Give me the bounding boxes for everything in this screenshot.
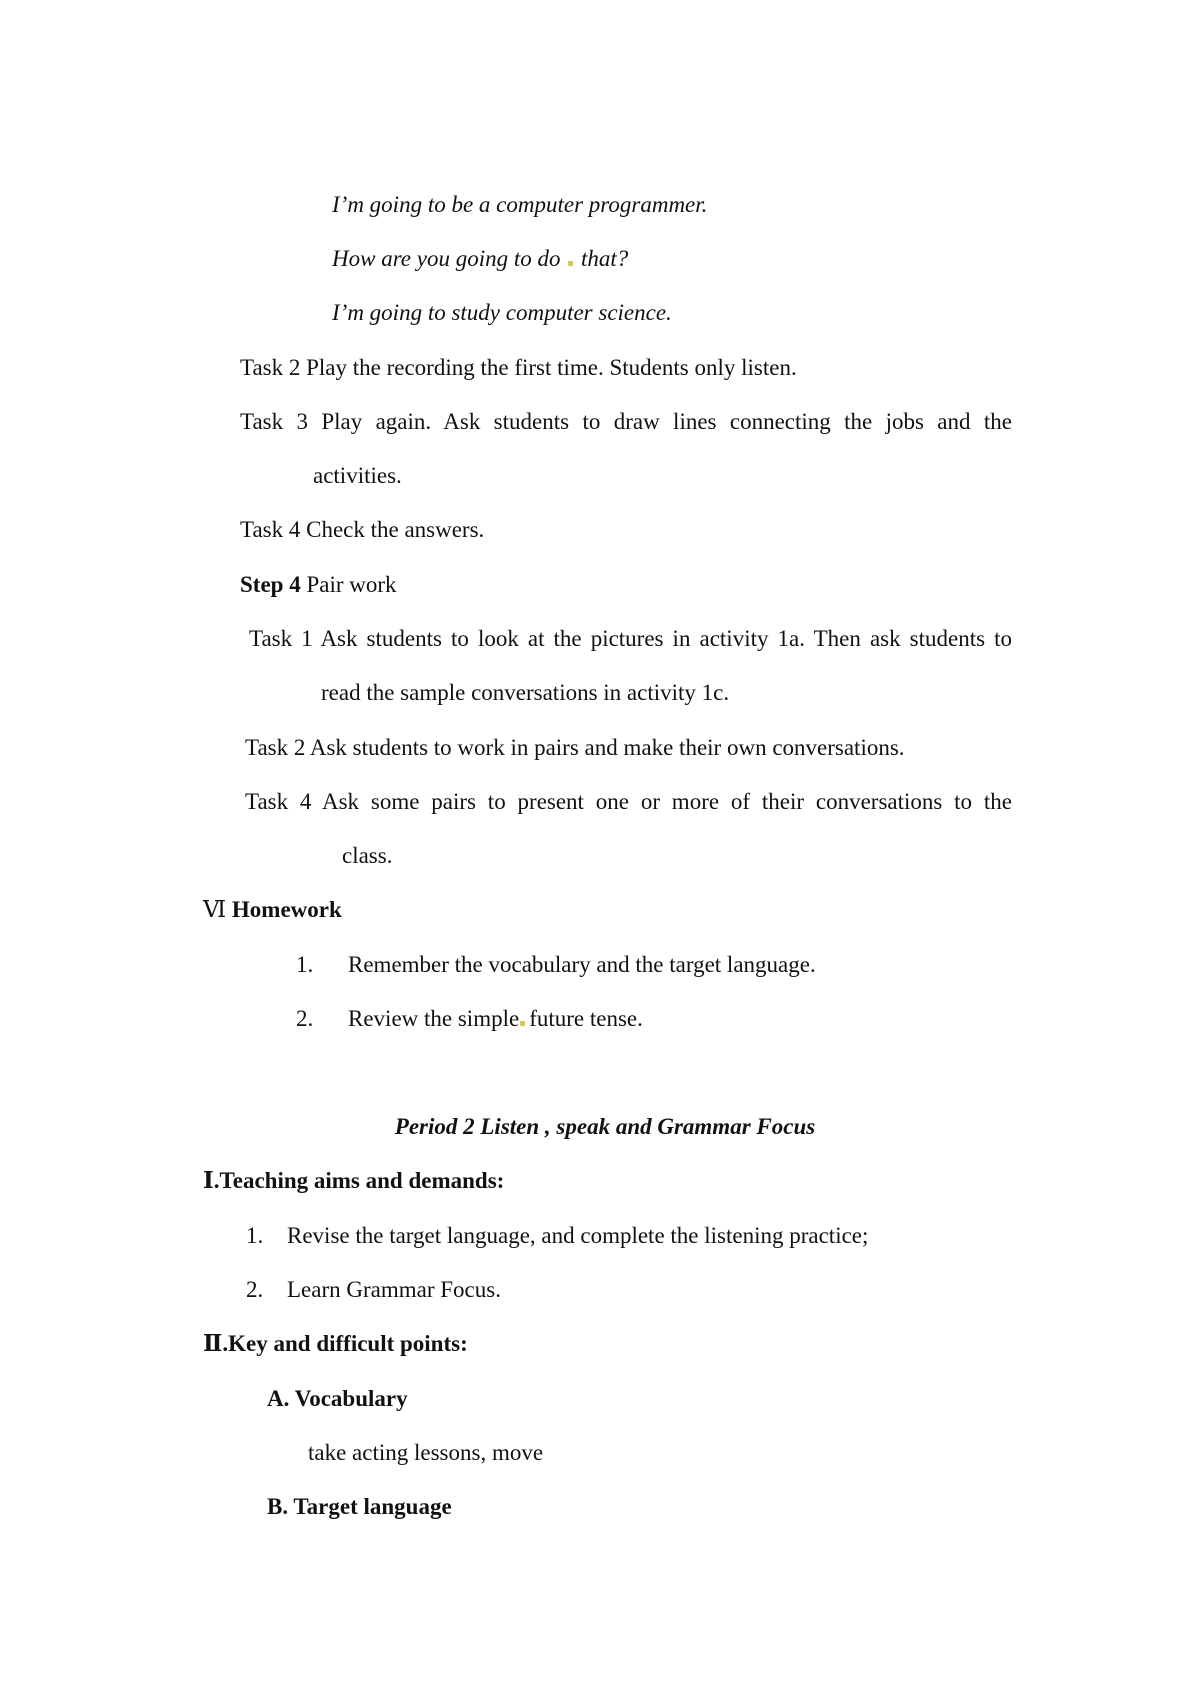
aims-item-1-text: Revise the target language, and complete the listening practice;	[287, 1223, 869, 1248]
homework-item-2-text-b: future tense.	[529, 1006, 643, 1031]
homework-item-2	[296, 1004, 643, 1034]
aims-item-2-text: Learn Grammar Focus.	[287, 1277, 501, 1302]
homework-item-1-number: 1.	[296, 952, 314, 977]
homework-item-1-text: Remember the vocabulary and the target language.	[348, 952, 816, 977]
homework-numeral: Ⅵ	[203, 897, 227, 922]
aims-item-1	[246, 1221, 868, 1251]
aims-item-1-number: 1.	[246, 1223, 264, 1248]
edit-mark-icon	[520, 1021, 525, 1026]
edit-mark-icon	[568, 261, 573, 266]
task-2-listen: Task 2 Play the recording the first time. Students only listen.	[240, 355, 797, 380]
homework-title: Homework	[231, 897, 342, 922]
homework-item-2-text-a: Review the simple	[348, 1006, 520, 1031]
homework-heading	[203, 895, 342, 925]
task-3-line-2: activities.	[313, 463, 402, 488]
step-4-task-4-line-2: class.	[342, 843, 393, 868]
step-4-label: Step 4	[240, 572, 301, 597]
step-4-task-4-line-1: Task 4 Ask some pairs to present one or more of their conversations to the	[245, 789, 1012, 814]
homework-item-2-number: 2.	[296, 1006, 314, 1031]
task-4-check: Task 4 Check the answers.	[240, 517, 485, 542]
homework-item-1	[296, 950, 816, 980]
vocabulary-heading: A. Vocabulary	[267, 1386, 408, 1411]
teaching-aims-heading: Ⅰ.Teaching aims and demands:	[203, 1168, 505, 1193]
dialogue-line-2-part-b: that?	[581, 246, 629, 271]
target-language-heading: B. Target language	[267, 1494, 452, 1519]
step-4-heading	[240, 570, 397, 600]
dialogue-line-1: I’m going to be a computer programmer.	[332, 192, 708, 217]
dialogue-line-2	[332, 244, 628, 274]
step-4-task-1-line-1: Task 1 Ask students to look at the pictures in activity 1a. Then ask students to	[249, 626, 1012, 651]
dialogue-line-3: I’m going to study computer science.	[332, 300, 672, 325]
step-4-title: Pair work	[300, 572, 397, 597]
aims-item-2	[246, 1275, 501, 1305]
step-4-task-2: Task 2 Ask students to work in pairs and make their own conversations.	[245, 735, 905, 760]
step-4-task-1-line-2: read the sample conversations in activity 1c.	[321, 680, 730, 705]
period-2-title: Period 2 Listen , speak and Grammar Focus	[394, 1114, 816, 1139]
aims-item-2-number: 2.	[246, 1277, 264, 1302]
dialogue-line-2-part-a: How are you going to do	[332, 246, 561, 271]
task-3-line-1: Task 3 Play again. Ask students to draw lines connecting the jobs and the	[240, 409, 1012, 434]
key-points-heading: Ⅱ.Key and difficult points:	[203, 1331, 468, 1356]
vocabulary-text: take acting lessons, move	[308, 1440, 544, 1465]
